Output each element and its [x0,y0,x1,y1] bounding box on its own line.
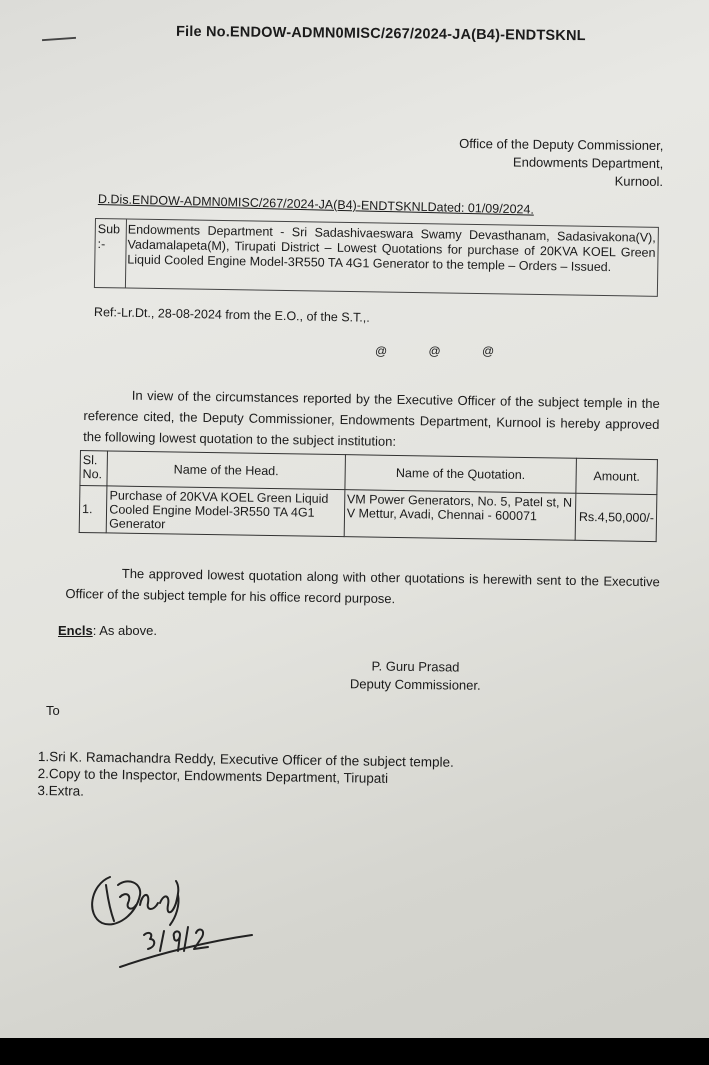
cell-sl-no: 1. [79,486,107,533]
margin-mark [42,37,76,41]
signatory-designation: Deputy Commissioner. [349,676,481,693]
signatory-name: P. Guru Prasad [371,658,460,675]
enclosures-text: : As above. [92,623,158,638]
handwritten-signature [80,855,280,985]
enclosures [58,623,157,638]
body-paragraph-1: In view of the circumstances reported by the Executive Officer of the subject temple in the reference cited, the Deputy Commissioner, Endowments Department, Kurnool is hereby approved the following lowest quotation to the subject institution: [83,387,660,449]
header-name-of-head: Name of the Head. [107,451,345,490]
quotation-table [79,450,658,542]
office-line-2: Endowments Department, [512,154,664,172]
header-amount: Amount. [576,458,657,494]
dis-number: D.Dis.ENDOW-ADMN0MISC/267/2024-JA(B4)-ENDTSKNLDated: 01/09/2024. [97,192,535,217]
enclosures-label: Encls [58,623,93,638]
table-row [79,486,657,542]
cell-amount: Rs.4,50,000/- [575,493,657,541]
reference-line: Ref:-Lr.Dt., 28-08-2024 from the E.O., of the S.T.,. [93,305,370,325]
body-paragraph-2: The approved lowest quotation along with other quotations is herewith sent to the Executive Officer of the subject temple for his office record purpose. [65,565,660,607]
office-line-3: Kurnool. [614,173,663,190]
header-name-of-quotation: Name of the Quotation. [345,455,577,494]
quotation-table-wrapper [79,450,658,542]
recipient-1: 1.Sri K. Ramachandra Reddy, Executive Officer of the subject temple. [37,748,454,770]
recipient-list [37,748,454,805]
subject-box [94,218,659,297]
separator-marks: @ @ @ [375,344,495,358]
office-line-1: Office of the Deputy Commissioner, [458,135,664,154]
office-address [458,135,663,191]
bottom-black-bar [0,1038,709,1065]
recipient-2: 2.Copy to the Inspector, Endowments Department, Tirupati [37,765,389,786]
file-number: File No.ENDOW-ADMN0MISC/267/2024-JA(B4)-ENDTSKNL [175,23,586,45]
cell-head: Purchase of 20KVA KOEL Green Liquid Cooled Engine Model-3R550 TA 4G1 Generator [106,486,344,537]
subject-text: Endowments Department - Sri Sadashivaeswara Swamy Devasthanam, Sadasivakona(V), Vadamalapeta(M), Tirupati District – Lowest Quotations for purchase of 20KVA KOEL Green Liquid Cooled Engine Model-3R550 TA 4G1 Generator to the temple – Orders – Issued. [127,222,656,275]
cell-quotation: VM Power Generators, No. 5, Patel st, N V Mettur, Avadi, Chennai - 600071 [344,490,576,541]
recipient-3: 3.Extra. [37,782,85,799]
signatory-block [350,657,481,695]
to-label: To [46,703,60,718]
header-sl-no: Sl. No. [80,451,108,486]
subject-label: Sub :- [97,222,121,252]
